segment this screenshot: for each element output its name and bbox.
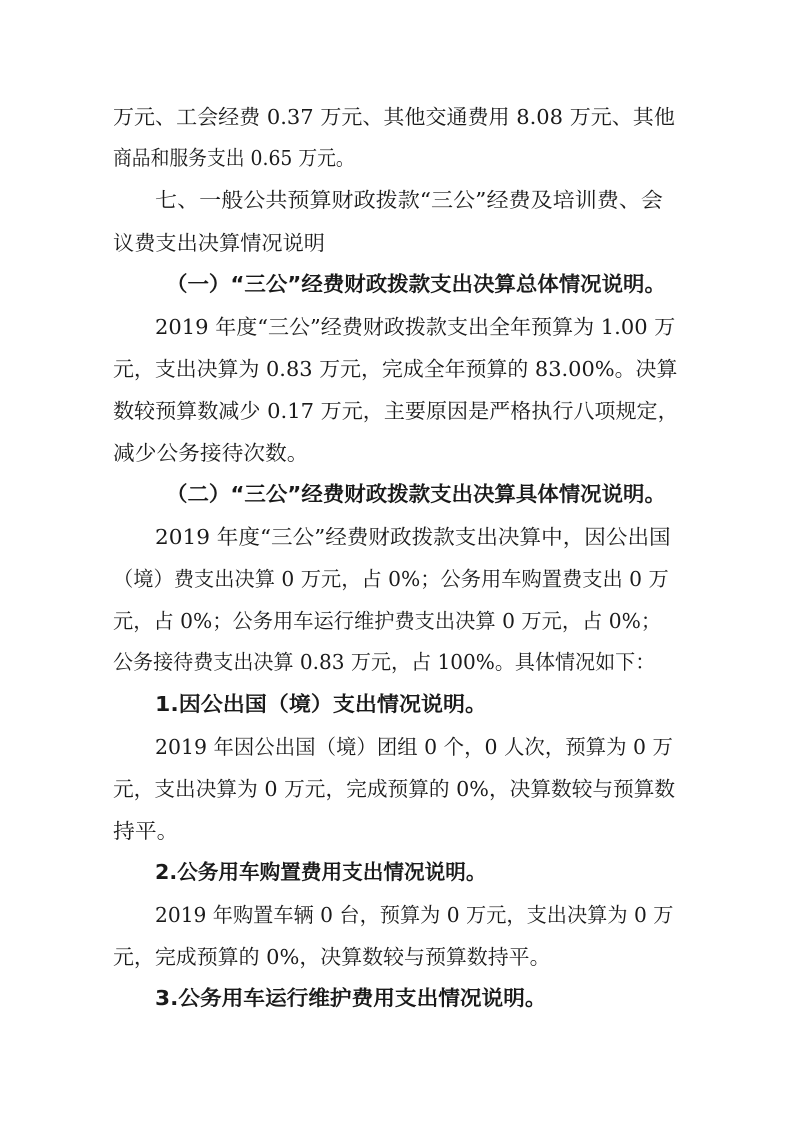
- body-text-line: （境）费支出决算 0 万元，占 0%；公务用车购置费支出 0 万: [113, 567, 669, 591]
- body-text-line: 2019 年度“三公”经费财政拨款支出全年预算为 1.00 万: [155, 315, 676, 339]
- body-text-line: 元，支出决算为 0 万元，完成预算的 0%，决算数较与预算数: [113, 777, 676, 801]
- body-text-line: 2019 年因公出国（境）团组 0 个，0 人次，预算为 0 万: [155, 735, 673, 759]
- item-heading: 2.公务用车购置费用支出情况说明。: [155, 860, 487, 884]
- body-text-line: 数较预算数减少 0.17 万元，主要原因是严格执行八项规定，: [113, 399, 679, 423]
- body-text-line: 元，支出决算为 0.83 万元，完成全年预算的 83.00%。决算: [113, 357, 678, 381]
- item-heading: 3.公务用车运行维护费用支出情况说明。: [155, 986, 547, 1010]
- body-text-line: 商品和服务支出 0.65 万元。: [113, 146, 355, 170]
- body-text-line: 元，完成预算的 0%，决算数较与预算数持平。: [113, 945, 551, 969]
- body-text-line: 2019 年购置车辆 0 台，预算为 0 万元，支出决算为 0 万: [155, 903, 674, 927]
- item-heading: 1.因公出国（境）支出情况说明。: [155, 692, 488, 716]
- body-text-line: 2019 年度“三公”经费财政拨款支出决算中，因公出国: [155, 525, 671, 549]
- section-heading: 七、一般公共预算财政拨款“三公”经费及培训费、会: [155, 188, 663, 212]
- body-text-line: 元，占 0%；公务用车运行维护费支出决算 0 万元，占 0%；: [113, 609, 662, 633]
- subsection-heading: （二）“三公”经费财政拨款支出决算具体情况说明。: [166, 482, 666, 506]
- body-text-line: 减少公务接待次数。: [113, 441, 309, 465]
- body-text-line: 公务接待费支出决算 0.83 万元，占 100%。具体情况如下：: [113, 650, 656, 674]
- body-text-line: 万元、工会经费 0.37 万元、其他交通费用 8.08 万元、其他: [113, 105, 675, 129]
- body-text-line: 持平。: [113, 819, 179, 843]
- section-heading: 议费支出决算情况说明: [113, 231, 325, 255]
- subsection-heading: （一）“三公”经费财政拨款支出决算总体情况说明。: [166, 272, 666, 296]
